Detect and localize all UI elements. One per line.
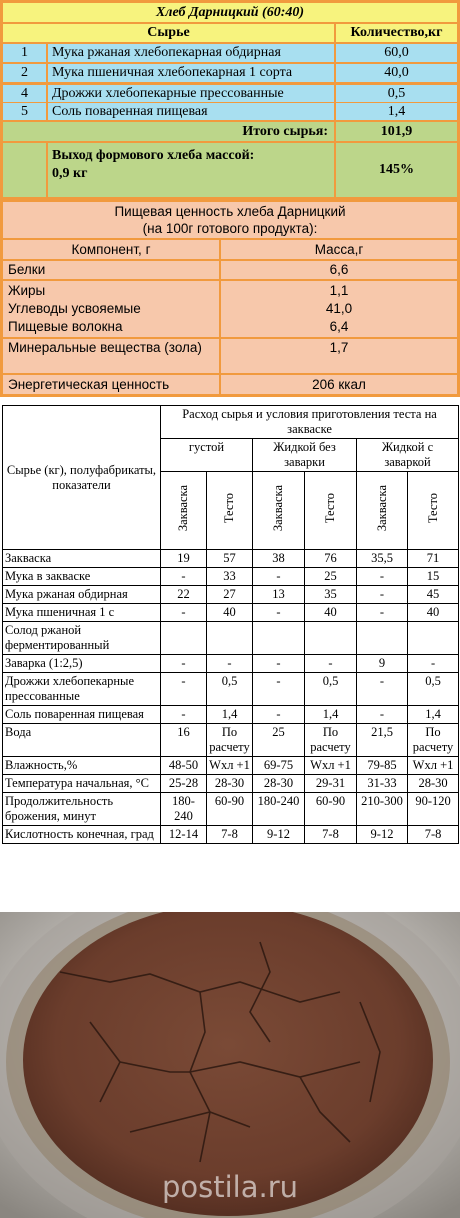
row-qty: 0,5 [336, 85, 457, 102]
process-cell: 60-90 [305, 793, 357, 826]
process-cell: 25-28 [161, 775, 207, 793]
row-qty: 40,0 [336, 64, 457, 82]
col-mass-header: Масса,г [221, 240, 457, 259]
nutrient-name: Белки [3, 261, 219, 279]
process-row-label: Продолжительность брожения, минут [3, 793, 161, 826]
process-cell: 0,5 [408, 673, 459, 706]
process-cell: 35 [305, 586, 357, 604]
process-cell: - [207, 655, 253, 673]
nutrition-title-line1: Пищевая ценность хлеба Дарницкий [114, 204, 346, 219]
process-cell: 7-8 [207, 826, 253, 844]
process-cell: - [161, 568, 207, 586]
nutrient-value: 1,1 [329, 283, 349, 298]
process-cell: По расчету [207, 724, 253, 757]
process-row [3, 724, 459, 757]
process-cell: 16 [161, 724, 207, 757]
process-cell: 33 [207, 568, 253, 586]
recipe-title: Хлеб Дарницкий (60:40) [3, 3, 457, 22]
process-cell [305, 622, 357, 655]
row-qty: 60,0 [336, 44, 457, 62]
process-cell: 9-12 [253, 826, 305, 844]
process-row [3, 706, 459, 724]
col-quantity-header: Количество,кг [336, 24, 457, 42]
process-cell: 1,4 [207, 706, 253, 724]
process-cell: Wхл +1 [207, 757, 253, 775]
process-cell: 21,5 [357, 724, 408, 757]
process-row-label: Заварка (1:2,5) [3, 655, 161, 673]
yield-value: 145% [336, 143, 457, 197]
nutrient-name: Углеводы усвояемые [8, 301, 141, 316]
nutrient-name: Минеральные вещества (зола) [3, 339, 219, 373]
process-cell: 1,4 [305, 706, 357, 724]
process-cell: 76 [305, 550, 357, 568]
process-cell: Wхл +1 [408, 757, 459, 775]
nutrition-table [0, 200, 460, 397]
process-cell: 31-33 [357, 775, 408, 793]
process-cell: 19 [161, 550, 207, 568]
process-row-label: Солод ржаной ферментированный [3, 622, 161, 655]
sub-dough: Тесто [305, 472, 357, 550]
process-cell: 28-30 [207, 775, 253, 793]
process-row-label: Закваска [3, 550, 161, 568]
process-cell: - [161, 604, 207, 622]
row-num: 4 [3, 85, 46, 102]
process-cell: 180-240 [253, 793, 305, 826]
process-cell: 25 [305, 568, 357, 586]
process-cell: 210-300 [357, 793, 408, 826]
nutrient-name: Пищевые волокна [8, 319, 123, 334]
process-cell: 12-14 [161, 826, 207, 844]
nutrition-title-line2: (на 100г готового продукта): [142, 221, 318, 236]
row-name: Мука ржаная хлебопекарная обдирная [48, 44, 334, 62]
process-row-label: Кислотность конечная, град [3, 826, 161, 844]
process-row [3, 793, 459, 826]
yield-label-line2: 0,9 кг [52, 166, 88, 181]
row-name: Соль поваренная пищевая [48, 103, 334, 120]
sub-starter: Закваска [253, 472, 305, 550]
bread-image [0, 912, 460, 1218]
process-cell: 79-85 [357, 757, 408, 775]
nutrient-value: 41,0 [325, 301, 353, 316]
process-cell: 29-31 [305, 775, 357, 793]
process-row-label: Влажность,% [3, 757, 161, 775]
process-header-top: Расход сырья и условия приготовления теста на закваске [161, 406, 459, 439]
nutrient-name: Энергетическая ценность [3, 375, 219, 394]
process-cell: 60-90 [207, 793, 253, 826]
process-cell: 48-50 [161, 757, 207, 775]
process-row [3, 586, 459, 604]
row-name: Дрожжи хлебопекарные прессованные [48, 85, 334, 102]
group-dense: густой [161, 439, 253, 472]
process-cell: 1,4 [408, 706, 459, 724]
process-row [3, 826, 459, 844]
sub-starter: Закваска [357, 472, 408, 550]
nutrient-group-names [3, 281, 219, 337]
process-cell: 27 [207, 586, 253, 604]
process-cell: 180-240 [161, 793, 207, 826]
process-cell [408, 622, 459, 655]
process-cell: - [161, 655, 207, 673]
col-ingredient-header: Сырье [3, 24, 334, 42]
yield-label-line1: Выход формового хлеба массой: [52, 148, 255, 163]
process-cell: 40 [408, 604, 459, 622]
process-cell: 13 [253, 586, 305, 604]
process-cell: 9 [357, 655, 408, 673]
nutrient-value: 1,7 [221, 339, 457, 373]
process-cell: - [357, 568, 408, 586]
process-cell: - [161, 706, 207, 724]
process-row [3, 622, 459, 655]
process-cell: 25 [253, 724, 305, 757]
process-cell: 7-8 [305, 826, 357, 844]
process-cell: - [253, 706, 305, 724]
process-cell: - [408, 655, 459, 673]
process-cell: 69-75 [253, 757, 305, 775]
process-row [3, 568, 459, 586]
process-cell: - [357, 706, 408, 724]
process-cell: 15 [408, 568, 459, 586]
process-cell: - [305, 655, 357, 673]
recipe-table [0, 0, 460, 200]
process-row-label: Соль поваренная пищевая [3, 706, 161, 724]
process-cell: 0,5 [207, 673, 253, 706]
process-row-label: Температура начальная, °С [3, 775, 161, 793]
nutrient-value: 206 ккал [221, 375, 457, 394]
process-cell: По расчету [305, 724, 357, 757]
process-cell: 57 [207, 550, 253, 568]
process-cell: 0,5 [305, 673, 357, 706]
process-cell: 28-30 [253, 775, 305, 793]
process-cell: 9-12 [357, 826, 408, 844]
process-cell: 40 [305, 604, 357, 622]
process-cell: 22 [161, 586, 207, 604]
process-row-label: Мука ржаная обдирная [3, 586, 161, 604]
process-cell: 38 [253, 550, 305, 568]
process-header-left: Сырье (кг), полуфабрикаты, показатели [3, 406, 161, 550]
process-cell: - [253, 673, 305, 706]
process-cell [161, 622, 207, 655]
process-cell: - [253, 604, 305, 622]
process-row [3, 775, 459, 793]
row-num: 2 [3, 64, 46, 82]
sub-dough: Тесто [408, 472, 459, 550]
process-row [3, 604, 459, 622]
yield-label [48, 143, 334, 197]
sub-starter: Закваска [161, 472, 207, 550]
nutrition-title [3, 202, 457, 238]
process-cell [207, 622, 253, 655]
process-cell: 45 [408, 586, 459, 604]
process-row [3, 757, 459, 775]
row-num: 1 [3, 44, 46, 62]
process-cell: По расчету [408, 724, 459, 757]
col-component-header: Компонент, г [3, 240, 219, 259]
nutrient-name: Жиры [8, 283, 46, 298]
nutrient-value: 6,6 [221, 261, 457, 279]
process-cell: 90-120 [408, 793, 459, 826]
process-row [3, 655, 459, 673]
process-cell [357, 622, 408, 655]
process-cell: 7-8 [408, 826, 459, 844]
process-row-label: Мука в закваске [3, 568, 161, 586]
process-cell: 71 [408, 550, 459, 568]
process-cell: - [357, 586, 408, 604]
row-qty: 1,4 [336, 103, 457, 120]
total-value: 101,9 [336, 122, 457, 141]
process-row-label: Вода [3, 724, 161, 757]
group-liquid-brew: Жидкой с заваркой [357, 439, 459, 472]
bread-photo [0, 912, 460, 1218]
process-table [0, 405, 460, 908]
process-cell: 28-30 [408, 775, 459, 793]
total-label: Итого сырья: [3, 122, 334, 141]
process-row [3, 550, 459, 568]
process-row [3, 673, 459, 706]
process-cell: 35,5 [357, 550, 408, 568]
nutrient-value: 6,4 [329, 319, 349, 334]
group-liquid-no-brew: Жидкой без заварки [253, 439, 357, 472]
process-cell: - [253, 568, 305, 586]
process-row-label: Мука пшеничная 1 с [3, 604, 161, 622]
process-cell: - [357, 673, 408, 706]
process-cell [253, 622, 305, 655]
sub-dough: Тесто [207, 472, 253, 550]
row-name: Мука пшеничная хлебопекарная 1 сорта [48, 64, 334, 82]
process-cell: - [253, 655, 305, 673]
process-cell: Wхл +1 [305, 757, 357, 775]
process-cell: 40 [207, 604, 253, 622]
row-num: 5 [3, 103, 46, 120]
nutrient-group-values [221, 281, 457, 337]
process-row-label: Дрожжи хлебопекарные прессованные [3, 673, 161, 706]
process-cell: - [161, 673, 207, 706]
process-cell: - [357, 604, 408, 622]
yield-spacer [3, 143, 46, 197]
watermark-text: postila.ru [161, 1170, 299, 1204]
